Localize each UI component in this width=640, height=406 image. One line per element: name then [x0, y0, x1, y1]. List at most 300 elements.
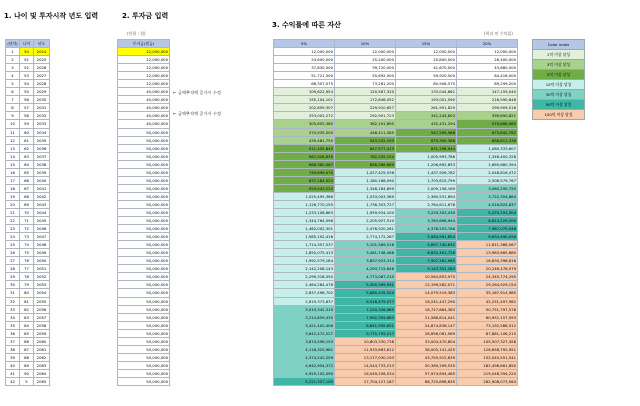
asset-value-cell: 6,518,479,077	[335, 297, 396, 305]
age-cell[interactable]: 77	[20, 265, 34, 273]
year-cell[interactable]: 2032	[34, 112, 50, 120]
year-cell[interactable]: 2031	[34, 104, 50, 112]
asset-value-cell: 2,205,927,510	[335, 217, 396, 225]
age-row	[6, 329, 50, 337]
age-cell[interactable]: 70	[20, 208, 34, 216]
asset-value-cell: 3,857,923,314	[335, 257, 396, 265]
year-cell[interactable]: 2024	[34, 48, 50, 56]
age-cell[interactable]: 73	[20, 233, 34, 241]
age-row	[6, 64, 50, 72]
year-index-cell: 36	[6, 329, 20, 337]
year-index-cell: 14	[6, 152, 20, 160]
age-cell[interactable]: 64	[20, 160, 34, 168]
asset-value-cell: 3,722,354,864	[457, 192, 518, 200]
age-row	[6, 128, 50, 136]
age-row	[6, 321, 50, 329]
asset-value-cell: 10,564,853,975	[396, 273, 457, 281]
age-cell[interactable]: 76	[20, 257, 34, 265]
asset-value-cell: 38,005,141,425	[396, 345, 457, 353]
asset-value-cell: 673,842,782	[457, 128, 518, 136]
investment-cell[interactable]: 50,000,000	[118, 361, 170, 369]
age-column-header: 년도	[34, 40, 50, 48]
asset-value-cell: 7,220,326,985	[335, 305, 396, 313]
asset-value-cell: 7,907,261,985	[396, 257, 457, 265]
investment-row	[118, 377, 170, 385]
asset-value-cell: 1,703,615,799	[396, 176, 457, 184]
age-row	[6, 377, 50, 385]
legend-title: Color index	[533, 40, 585, 50]
investment-cell[interactable]: 50,000,000	[118, 208, 170, 216]
asset-row	[274, 48, 518, 56]
asset-value-cell: 4,378,253,786	[396, 225, 457, 233]
age-row	[6, 345, 50, 353]
year-cell[interactable]: 2057	[34, 313, 50, 321]
investment-cell[interactable]: 50,000,000	[118, 337, 170, 345]
age-cell[interactable]: 54	[20, 80, 34, 88]
asset-value-cell: 3,461,748,468	[335, 249, 396, 257]
asset-value-cell: 3,763,698,944	[396, 217, 457, 225]
asset-value-cell: 3,229,303,430	[396, 208, 457, 216]
asset-value-cell: 1,992,579,184	[274, 257, 335, 265]
asset-value-cell: 24,345,774,295	[457, 273, 518, 281]
investment-cell[interactable]: 12,000,000	[118, 48, 170, 56]
age-row	[6, 168, 50, 176]
asset-value-cell: 2,009,158,169	[396, 184, 457, 192]
year-cell[interactable]: 2030	[34, 96, 50, 104]
asset-row	[274, 208, 518, 216]
asset-value-cell: 3,421,402,406	[274, 321, 335, 329]
investment-row	[118, 281, 170, 289]
asset-value-cell: 109,622,954	[274, 88, 335, 96]
age-row	[6, 225, 50, 233]
age-cell[interactable]: 88	[20, 353, 34, 361]
year-cell[interactable]: 2055	[34, 297, 50, 305]
asset-value-cell: 4,374,242,259	[274, 353, 335, 361]
investment-cell[interactable]: 50,000,000	[118, 265, 170, 273]
age-cell[interactable]: 68	[20, 192, 34, 200]
asset-value-cell: 2,464,284,478	[274, 281, 335, 289]
legend-item-label: 50억 이상 달성	[533, 100, 585, 110]
investment-cell[interactable]: 50,000,000	[118, 329, 170, 337]
year-index-cell: 28	[6, 265, 20, 273]
asset-row	[274, 80, 518, 88]
year-cell[interactable]: 2060	[34, 337, 50, 345]
year-cell[interactable]: 2065	[34, 377, 50, 385]
asset-value-cell: 120,587,320	[335, 88, 396, 96]
asset-value-cell: 1,437,926,782	[396, 168, 457, 176]
year-cell[interactable]: 2056	[34, 305, 50, 313]
year-cell[interactable]: 2028	[34, 80, 50, 88]
investment-cell[interactable]: 12,000,000	[118, 72, 170, 80]
year-index-cell: 30	[6, 281, 20, 289]
age-cell[interactable]: 59	[20, 120, 34, 128]
investment-cell[interactable]: 50,000,000	[118, 200, 170, 208]
year-index-cell: 15	[6, 160, 20, 168]
year-index-cell: 12	[6, 136, 20, 144]
investment-cell[interactable]: 50,000,000	[118, 192, 170, 200]
age-cell[interactable]: 66	[20, 176, 34, 184]
asset-value-cell: 1,462,002,301	[274, 225, 335, 233]
asset-value-cell: 13,177,030,193	[335, 353, 396, 361]
year-cell[interactable]: 2042	[34, 192, 50, 200]
investment-row	[118, 273, 170, 281]
year-cell[interactable]: 2049	[34, 249, 50, 257]
year-cell[interactable]: 2052	[34, 273, 50, 281]
asset-value-cell: 2,637,498,702	[274, 289, 335, 297]
year-cell[interactable]: 2033	[34, 120, 50, 128]
investment-cell[interactable]: 50,000,000	[118, 249, 170, 257]
section-title-investment: 2. 투자금 입력	[122, 12, 169, 20]
age-cell[interactable]: 84	[20, 321, 34, 329]
age-row	[6, 80, 50, 88]
year-index-cell: 7	[6, 96, 20, 104]
age-cell[interactable]: 71	[20, 217, 34, 225]
asset-value-cell: 202,859,307	[274, 104, 335, 112]
investment-cell[interactable]: 40,000,000	[118, 96, 170, 104]
investment-cell[interactable]: 50,000,000	[118, 233, 170, 241]
asset-value-cell: 1,025,495,386	[274, 192, 335, 200]
age-cell[interactable]: 58	[20, 112, 34, 120]
year-cell[interactable]: 2053	[34, 281, 50, 289]
investment-cell[interactable]: 40,000,000	[118, 120, 170, 128]
year-index-cell: 33	[6, 305, 20, 313]
age-cell[interactable]: 83	[20, 313, 34, 321]
asset-row	[274, 321, 518, 329]
year-index-cell: 2	[6, 56, 20, 64]
investment-cell[interactable]: 40,000,000	[118, 112, 170, 120]
age-row	[6, 192, 50, 200]
asset-value-cell: 147,159,040	[457, 88, 518, 96]
asset-value-cell: 762,335,154	[335, 152, 396, 160]
investment-cell[interactable]: 50,000,000	[118, 321, 170, 329]
investment-cell[interactable]: 50,000,000	[118, 289, 170, 297]
investment-cell[interactable]: 50,000,000	[118, 377, 170, 385]
year-cell[interactable]: 2041	[34, 184, 50, 192]
asset-row	[274, 56, 518, 64]
age-cell[interactable]: 67	[20, 184, 34, 192]
asset-row	[274, 160, 518, 168]
asset-value-cell: 21,586,814,041	[396, 313, 457, 321]
year-index-cell: 40	[6, 361, 20, 369]
investment-row	[118, 168, 170, 176]
investment-cell[interactable]: 50,000,000	[118, 345, 170, 353]
age-row	[6, 353, 50, 361]
age-cell[interactable]: 53	[20, 72, 34, 80]
age-cell[interactable]: 50	[20, 48, 34, 56]
asset-value-cell: 1,005,993,786	[396, 152, 457, 160]
age-cell[interactable]: 56	[20, 96, 34, 104]
age-row	[6, 249, 50, 257]
year-cell[interactable]: 2047	[34, 233, 50, 241]
rate-column-header: 15%	[396, 40, 457, 48]
investment-row	[118, 160, 170, 168]
asset-value-cell: 7,992,359,683	[335, 313, 396, 321]
year-index-cell: 17	[6, 176, 20, 184]
year-cell[interactable]: 2044	[34, 208, 50, 216]
age-row	[6, 104, 50, 112]
age-cell[interactable]: 72	[20, 225, 34, 233]
year-cell[interactable]: 2029	[34, 88, 50, 96]
legend-item-label: 3억 이상 달성	[533, 60, 585, 70]
age-cell[interactable]: 63	[20, 152, 34, 160]
asset-row	[274, 225, 518, 233]
investment-row	[118, 329, 170, 337]
year-cell[interactable]: 2059	[34, 329, 50, 337]
investment-cell[interactable]: 40,000,000	[118, 88, 170, 96]
investment-cell[interactable]: 50,000,000	[118, 160, 170, 168]
legend-item-label: 100억 이상 달성	[533, 110, 585, 120]
age-column-header: 나이	[20, 40, 34, 48]
age-row	[6, 184, 50, 192]
asset-value-cell: 262,908,073,064	[457, 377, 518, 385]
year-index-cell: 29	[6, 273, 20, 281]
asset-value-cell: 1,959,934,100	[335, 208, 396, 216]
age-cell[interactable]: 60	[20, 128, 34, 136]
asset-value-cell: 5,897,740,632	[396, 241, 457, 249]
age-cell[interactable]: 75	[20, 249, 34, 257]
investment-row	[118, 305, 170, 313]
investment-cell[interactable]: 50,000,000	[118, 353, 170, 361]
investment-cell[interactable]: 50,000,000	[118, 217, 170, 225]
year-cell[interactable]: 2035	[34, 136, 50, 144]
investment-row	[118, 96, 170, 104]
year-index-cell: 8	[6, 104, 20, 112]
asset-value-cell: 1,080,333,607	[457, 144, 518, 152]
year-cell[interactable]: 2040	[34, 176, 50, 184]
asset-value-cell: 4,642,954,372	[274, 361, 335, 369]
year-index-cell: 13	[6, 144, 20, 152]
investment-row	[118, 56, 170, 64]
year-cell[interactable]: 2050	[34, 257, 50, 265]
asset-value-cell: 5,300,395,931	[335, 281, 396, 289]
year-cell[interactable]: 2062	[34, 353, 50, 361]
asset-value-cell: 511,455,843	[274, 144, 335, 152]
asset-value-cell: 66,720,898,635	[396, 377, 457, 385]
investment-row	[118, 48, 170, 56]
asset-value-cell: 12,000,000	[274, 48, 335, 56]
investment-row	[118, 345, 170, 353]
age-cell[interactable]: 81	[20, 297, 34, 305]
asset-row	[274, 192, 518, 200]
legend-header	[533, 40, 585, 50]
age-row	[6, 361, 50, 369]
rate-column-header: 10%	[335, 40, 396, 48]
asset-value-cell: 172,646,052	[335, 96, 396, 104]
asset-row	[274, 217, 518, 225]
asset-row	[274, 313, 518, 321]
year-cell[interactable]: 2025	[34, 56, 50, 64]
investment-row	[118, 249, 170, 257]
investment-cell[interactable]: 50,000,000	[118, 136, 170, 144]
asset-row	[274, 64, 518, 72]
year-cell[interactable]: 2026	[34, 64, 50, 72]
asset-value-cell: 14,079,519,383	[396, 289, 457, 297]
asset-value-cell: 18,727,664,383	[396, 305, 457, 313]
asset-value-cell: 14,544,733,213	[335, 361, 396, 369]
asset-value-cell: 4,925,102,090	[274, 369, 335, 377]
rate-column-header: 20%	[457, 40, 518, 48]
asset-row	[274, 168, 518, 176]
year-cell[interactable]: 2064	[34, 369, 50, 377]
asset-table-header	[274, 40, 518, 48]
investment-cell[interactable]: 50,000,000	[118, 369, 170, 377]
asset-value-cell: 5,880,435,524	[335, 289, 396, 297]
asset-row	[274, 369, 518, 377]
asset-value-cell: 16,830,398,816	[457, 257, 518, 265]
investment-cell[interactable]: 12,000,000	[118, 80, 170, 88]
year-cell[interactable]: 2034	[34, 128, 50, 136]
asset-row	[274, 353, 518, 361]
asset-row	[274, 120, 518, 128]
investment-row	[118, 337, 170, 345]
asset-row	[274, 273, 518, 281]
year-index-cell: 18	[6, 184, 20, 192]
asset-value-cell: 399,890,821	[457, 112, 518, 120]
investment-cell[interactable]: 40,000,000	[118, 104, 170, 112]
age-row	[6, 233, 50, 241]
investment-row	[118, 192, 170, 200]
investment-cell[interactable]: 50,000,000	[118, 168, 170, 176]
age-row	[6, 48, 50, 56]
age-cell[interactable]: 87	[20, 345, 34, 353]
asset-value-cell: 29,264,929,154	[457, 281, 518, 289]
investment-row	[118, 233, 170, 241]
age-row	[6, 273, 50, 281]
asset-value-cell: 11,611,388,067	[457, 241, 518, 249]
year-cell[interactable]: 2058	[34, 321, 50, 329]
asset-value-cell: 7,987,075,046	[457, 225, 518, 233]
age-cell[interactable]: 5	[20, 377, 34, 385]
age-row	[6, 297, 50, 305]
year-index-cell: 37	[6, 337, 20, 345]
age-cell[interactable]: 82	[20, 305, 34, 313]
asset-value-cell: 305,652,385	[274, 120, 335, 128]
investment-cell[interactable]: 50,000,000	[118, 313, 170, 321]
age-row	[6, 112, 50, 120]
age-cell[interactable]: 90	[20, 369, 34, 377]
year-index-cell: 24	[6, 233, 20, 241]
asset-value-cell: 1,736,303,727	[335, 200, 396, 208]
legend-item	[533, 50, 585, 60]
age-cell[interactable]: 62	[20, 144, 34, 152]
age-cell[interactable]: 89	[20, 361, 34, 369]
investment-row	[118, 80, 170, 88]
age-row	[6, 160, 50, 168]
age-cell[interactable]: 79	[20, 281, 34, 289]
investment-row	[118, 112, 170, 120]
legend-item	[533, 60, 585, 70]
investment-cell[interactable]: 50,000,000	[118, 273, 170, 281]
year-index-cell: 1	[6, 48, 20, 56]
asset-value-cell: 2,360,531,894	[396, 192, 457, 200]
age-cell[interactable]: 57	[20, 104, 34, 112]
year-cell[interactable]: 2038	[34, 160, 50, 168]
year-cell[interactable]: 2054	[34, 289, 50, 297]
year-index-cell: 6	[6, 88, 20, 96]
investment-cell[interactable]: 50,000,000	[118, 297, 170, 305]
year-cell[interactable]: 2048	[34, 241, 50, 249]
asset-value-cell: 13,983,665,680	[457, 249, 518, 257]
investment-row	[118, 104, 170, 112]
investment-cell[interactable]: 50,000,000	[118, 305, 170, 313]
age-cell[interactable]: 55	[20, 88, 34, 96]
age-cell[interactable]: 74	[20, 241, 34, 249]
asset-value-cell: 12,000,000	[396, 48, 457, 56]
asset-value-cell: 126,658,792,951	[457, 345, 518, 353]
investment-cell[interactable]: 50,000,000	[118, 184, 170, 192]
asset-value-cell: 587,028,635	[274, 152, 335, 160]
investment-cell[interactable]: 50,000,000	[118, 281, 170, 289]
age-cell[interactable]: 69	[20, 200, 34, 208]
age-row	[6, 72, 50, 80]
year-index-cell: 31	[6, 289, 20, 297]
year-cell[interactable]: 2027	[34, 72, 50, 80]
age-cell[interactable]: 85	[20, 329, 34, 337]
year-cell[interactable]: 2051	[34, 265, 50, 273]
year-cell[interactable]: 2045	[34, 217, 50, 225]
asset-row	[274, 176, 518, 184]
age-cell[interactable]: 80	[20, 289, 34, 297]
year-index-cell: 20	[6, 200, 20, 208]
investment-cell[interactable]: 12,000,000	[118, 56, 170, 64]
investment-cell[interactable]: 50,000,000	[118, 176, 170, 184]
asset-row	[274, 200, 518, 208]
year-cell[interactable]: 2036	[34, 144, 50, 152]
year-cell[interactable]: 2046	[34, 225, 50, 233]
asset-value-cell: 858,611,338	[457, 136, 518, 144]
investment-cell[interactable]: 50,000,000	[118, 257, 170, 265]
investment-cell[interactable]: 50,000,000	[118, 241, 170, 249]
year-cell[interactable]: 2063	[34, 361, 50, 369]
age-row	[6, 88, 50, 96]
year-cell[interactable]: 2039	[34, 168, 50, 176]
asset-value-cell: 51,721,500	[274, 72, 335, 80]
asset-value-cell: 219,048,394,220	[457, 369, 518, 377]
asset-row	[274, 72, 518, 80]
asset-value-cell: 25,800,000	[396, 56, 457, 64]
age-cell[interactable]: 52	[20, 64, 34, 72]
age-cell[interactable]: 86	[20, 337, 34, 345]
age-cell[interactable]: 65	[20, 168, 34, 176]
asset-value-cell: 10,803,330,738	[335, 337, 396, 345]
investment-cell[interactable]: 12,000,000	[118, 64, 170, 72]
asset-value-cell: 292,901,723	[335, 112, 396, 120]
year-cell[interactable]: 2037	[34, 152, 50, 160]
age-cell[interactable]: 61	[20, 136, 34, 144]
asset-value-cell: 1,533,003,389	[335, 192, 396, 200]
investment-cell[interactable]: 50,000,000	[118, 144, 170, 152]
age-cell[interactable]: 51	[20, 56, 34, 64]
age-cell[interactable]: 78	[20, 273, 34, 281]
year-index-cell: 38	[6, 345, 20, 353]
asset-row	[274, 233, 518, 241]
investment-row	[118, 128, 170, 136]
asset-value-cell: 543,252,193	[335, 136, 396, 144]
asset-value-cell: 888,568,669	[335, 160, 396, 168]
investment-cell[interactable]: 50,000,000	[118, 128, 170, 136]
investment-row	[118, 176, 170, 184]
investment-row	[118, 184, 170, 192]
investment-cell[interactable]: 50,000,000	[118, 225, 170, 233]
year-cell[interactable]: 2043	[34, 200, 50, 208]
asset-row	[274, 329, 518, 337]
year-cell[interactable]: 2061	[34, 345, 50, 353]
asset-table	[273, 39, 518, 386]
annotation-second: ← 금액추적액 증가시 수정	[173, 110, 221, 116]
age-row	[6, 289, 50, 297]
investment-cell[interactable]: 50,000,000	[118, 152, 170, 160]
year-index-cell: 27	[6, 257, 20, 265]
